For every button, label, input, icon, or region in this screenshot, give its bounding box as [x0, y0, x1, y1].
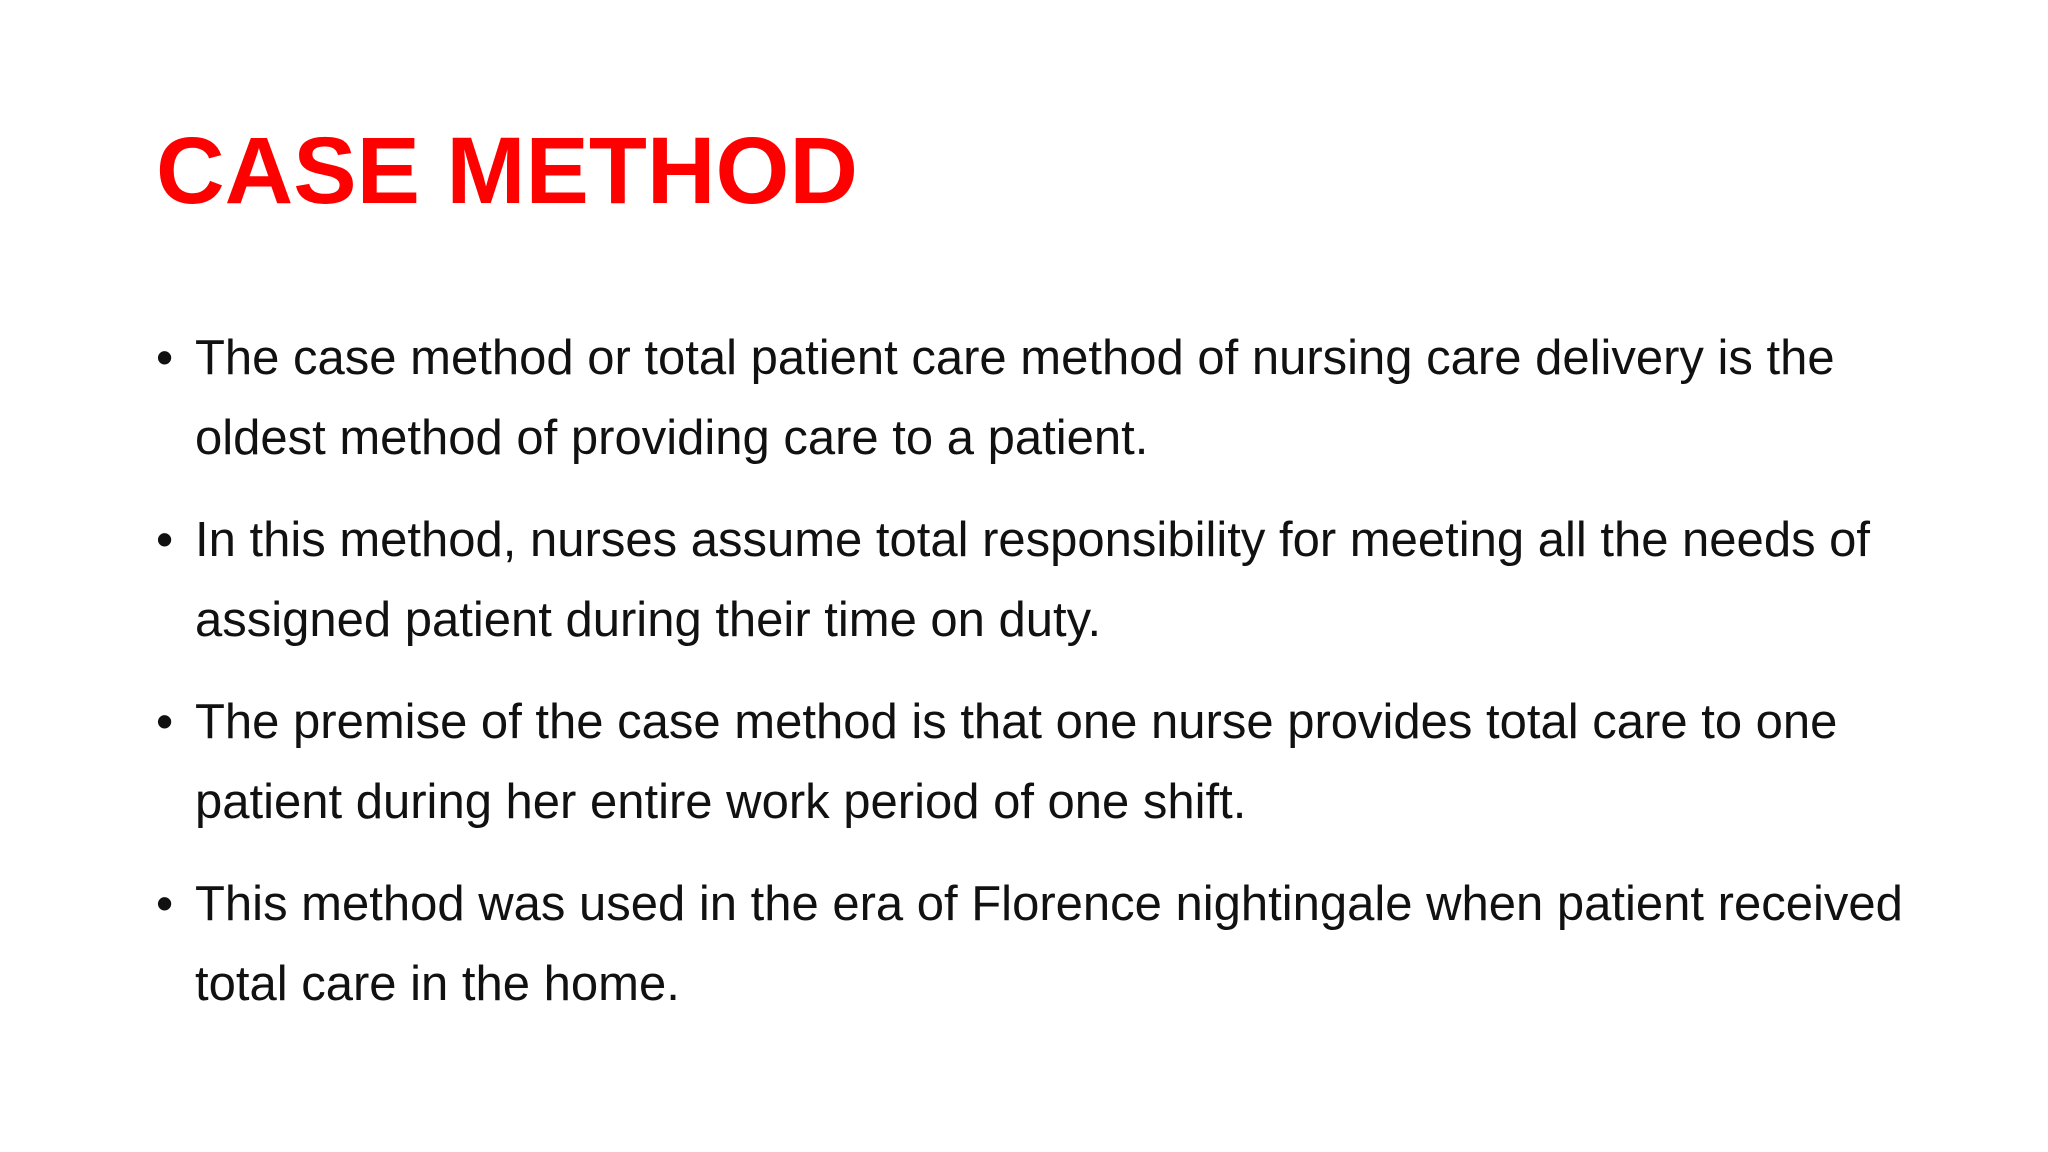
bullet-dot-icon: • — [156, 695, 174, 749]
bullet-dot-icon: • — [156, 877, 174, 931]
bullet-item — [156, 864, 1956, 1024]
bullet-text: This method was used in the era of Florence nightingale when patient received total care in the home. — [195, 877, 1903, 1011]
bullet-text: The premise of the case method is that one nurse provides total care to one patient during her entire work period of one shift. — [195, 695, 1838, 829]
bullet-dot-icon: • — [156, 331, 174, 385]
slide-title: CASE METHOD — [156, 118, 858, 224]
bullet-dot-icon: • — [156, 513, 174, 567]
bullet-text: In this method, nurses assume total responsibility for meeting all the needs of assigned patient during their time on duty. — [195, 513, 1871, 647]
bullet-text: The case method or total patient care method of nursing care delivery is the oldest method of providing care to a patient. — [195, 331, 1835, 465]
bullet-list — [156, 318, 1956, 1046]
bullet-item — [156, 318, 1956, 478]
bullet-item — [156, 682, 1956, 842]
bullet-item — [156, 500, 1956, 660]
